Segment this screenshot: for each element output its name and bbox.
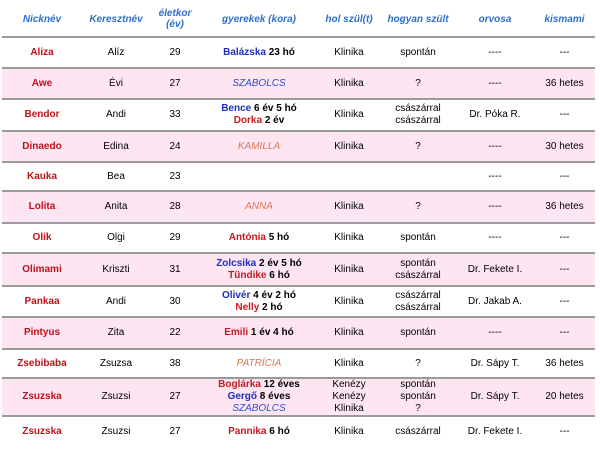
cell-birth-method	[380, 99, 456, 131]
cell-nickname: Olik	[2, 223, 82, 253]
cell-nickname: Pintyus	[2, 317, 82, 349]
cell-children	[200, 131, 318, 162]
birth-place-entry: Klinika	[334, 46, 364, 58]
birth-method-entry: spontán	[400, 232, 436, 243]
child-entry	[201, 103, 317, 115]
cell-children	[200, 349, 318, 378]
cell-nickname: Pankaa	[2, 286, 82, 317]
birth-place-entry: Klinika	[334, 357, 364, 369]
birth-place-entry: Klinika	[334, 140, 364, 152]
cell-children	[200, 37, 318, 68]
cell-doctor: ----	[456, 131, 534, 162]
cell-nickname: Zsebibaba	[2, 349, 82, 378]
cell-birth-place	[318, 349, 380, 378]
table-row	[2, 286, 595, 317]
header-birth-method: hogyan szült	[380, 2, 456, 37]
cell-age: 27	[150, 378, 200, 416]
child-entry	[201, 232, 317, 244]
cell-first-name: Kriszti	[82, 253, 150, 286]
birth-method-entry: spontán	[400, 379, 436, 390]
table-row	[2, 317, 595, 349]
birth-place-entry: Kenézy	[332, 391, 366, 402]
cell-birth-method	[380, 191, 456, 223]
header-age: életkor (év)	[150, 2, 200, 37]
header-children: gyerekek (kora)	[200, 2, 318, 37]
birth-place-entry: Kenézy	[332, 379, 366, 390]
child-name: PATRÍCIA	[236, 357, 282, 369]
cell-children	[200, 191, 318, 223]
cell-nickname: Lolita	[2, 191, 82, 223]
child-entry	[201, 426, 317, 438]
birth-place-entry: Klinika	[334, 327, 364, 338]
birth-method-entry: császárral	[395, 425, 441, 437]
cell-age: 30	[150, 286, 200, 317]
cell-birth-place	[318, 131, 380, 162]
child-name: ANNA	[245, 201, 273, 212]
table-row	[2, 349, 595, 378]
cell-age: 38	[150, 349, 200, 378]
cell-birth-method	[380, 253, 456, 286]
cell-age: 27	[150, 416, 200, 446]
birth-method-entry: ?	[415, 201, 421, 212]
cell-pregnant: 36 hetes	[534, 68, 595, 99]
cell-birth-place	[318, 416, 380, 446]
cell-first-name: Zsuzsi	[82, 378, 150, 416]
birth-method-entry: ?	[415, 403, 421, 414]
cell-first-name: Zsuzsa	[82, 349, 150, 378]
birth-place-entry: Klinika	[334, 232, 364, 243]
birth-method-entry: ?	[415, 140, 421, 152]
child-name: Nelly	[235, 301, 260, 313]
child-name: Zolcsika	[216, 257, 257, 269]
cell-birth-place	[318, 37, 380, 68]
cell-birth-place	[318, 317, 380, 349]
cell-pregnant: ---	[534, 37, 595, 68]
cell-age: 31	[150, 253, 200, 286]
table-row	[2, 68, 595, 99]
child-name: Tündike	[228, 269, 267, 281]
child-entry	[201, 115, 317, 127]
cell-doctor: Dr. Sápy T.	[456, 349, 534, 378]
child-age: 2 év 5 hó	[256, 257, 302, 269]
child-name: SZABOLCS	[232, 403, 286, 414]
birth-method-entry: császárral	[395, 115, 441, 126]
cell-nickname: Awe	[2, 68, 82, 99]
birth-method-entry: császárral	[395, 289, 441, 301]
table-row	[2, 37, 595, 68]
child-age: 12 éves	[260, 379, 300, 390]
child-name: Emili	[224, 327, 249, 338]
cell-pregnant: ---	[534, 416, 595, 446]
cell-first-name: Zsuzsi	[82, 416, 150, 446]
child-name: Dorka	[233, 115, 263, 126]
cell-children	[200, 378, 318, 416]
birth-method-entry: császárral	[395, 103, 441, 114]
cell-age: 23	[150, 162, 200, 191]
cell-first-name: Bea	[82, 162, 150, 191]
cell-pregnant: 36 hetes	[534, 191, 595, 223]
cell-birth-place	[318, 253, 380, 286]
child-name: Balázska	[223, 46, 266, 58]
cell-age: 24	[150, 131, 200, 162]
cell-doctor: ----	[456, 191, 534, 223]
child-entry	[201, 258, 317, 270]
child-entry	[201, 201, 317, 213]
birth-method-entry: ?	[415, 357, 421, 369]
child-age: 2 hó	[259, 301, 283, 313]
birth-method-entry: spontán	[400, 257, 436, 269]
cell-children	[200, 68, 318, 99]
child-entry	[201, 47, 317, 59]
table-row	[2, 191, 595, 223]
cell-birth-method	[380, 286, 456, 317]
table-row	[2, 223, 595, 253]
cell-age: 33	[150, 99, 200, 131]
cell-children	[200, 99, 318, 131]
child-age: 5 hó	[265, 232, 290, 243]
cell-doctor: Dr. Fekete I.	[456, 253, 534, 286]
header-nickname: Nicknév	[2, 2, 82, 37]
child-entry	[201, 327, 317, 339]
cell-birth-method	[380, 223, 456, 253]
table-row	[2, 162, 595, 191]
cell-pregnant: ---	[534, 162, 595, 191]
cell-birth-method	[380, 317, 456, 349]
child-name: Bence	[221, 103, 252, 114]
cell-first-name: Alíz	[82, 37, 150, 68]
birth-method-entry: spontán	[400, 327, 436, 338]
cell-pregnant: ---	[534, 99, 595, 131]
child-age: 23 hó	[265, 46, 295, 58]
birth-place-entry: Klinika	[334, 109, 364, 120]
child-name: SZABOLCS	[232, 77, 286, 89]
cell-first-name: Andi	[82, 286, 150, 317]
table-row	[2, 416, 595, 446]
cell-age: 29	[150, 223, 200, 253]
cell-birth-place	[318, 286, 380, 317]
table-row	[2, 99, 595, 131]
cell-first-name: Zita	[82, 317, 150, 349]
cell-birth-method	[380, 416, 456, 446]
cell-doctor: ----	[456, 223, 534, 253]
child-name: Gergő	[227, 391, 258, 402]
cell-pregnant: 36 hetes	[534, 349, 595, 378]
child-name: Boglárka	[218, 379, 261, 390]
cell-age: 22	[150, 317, 200, 349]
cell-first-name: Olgi	[82, 223, 150, 253]
cell-birth-place	[318, 223, 380, 253]
cell-pregnant: 20 hetes	[534, 378, 595, 416]
cell-birth-place	[318, 99, 380, 131]
child-entry	[201, 270, 317, 282]
cell-children	[200, 223, 318, 253]
child-entry	[201, 391, 317, 403]
cell-nickname: Dinaedo	[2, 131, 82, 162]
header-first-name: Keresztnév	[82, 2, 150, 37]
cell-pregnant: ---	[534, 286, 595, 317]
cell-first-name: Anita	[82, 191, 150, 223]
cell-doctor: ----	[456, 68, 534, 99]
cell-birth-method	[380, 37, 456, 68]
birth-method-entry: császárral	[395, 269, 441, 281]
cell-birth-method	[380, 349, 456, 378]
cell-children	[200, 162, 318, 191]
cell-children	[200, 416, 318, 446]
cell-doctor: ----	[456, 162, 534, 191]
cell-birth-place	[318, 191, 380, 223]
cell-nickname: Bendor	[2, 99, 82, 131]
child-age: 6 hó	[266, 269, 290, 281]
cell-first-name: Évi	[82, 68, 150, 99]
child-entry	[201, 290, 317, 302]
child-age: 4 év 2 hó	[250, 289, 296, 301]
child-entry	[201, 403, 317, 415]
header-doctor: orvosa	[456, 2, 534, 37]
cell-nickname: Kauka	[2, 162, 82, 191]
birth-method-entry: ?	[415, 77, 421, 89]
birth-place-entry: Klinika	[334, 201, 364, 212]
cell-birth-place	[318, 68, 380, 99]
header-pregnant: kismami	[534, 2, 595, 37]
birth-method-entry: spontán	[400, 391, 436, 402]
table-header-row	[2, 2, 595, 37]
child-name: Antónia	[228, 232, 266, 243]
child-entry	[201, 78, 317, 90]
table-row	[2, 131, 595, 162]
header-birth-place: hol szül(t)	[318, 2, 380, 37]
cell-nickname: Zsuzska	[2, 378, 82, 416]
birth-place-entry: Klinika	[334, 263, 364, 275]
cell-birth-method	[380, 131, 456, 162]
cell-children	[200, 253, 318, 286]
child-age: 6 hó	[266, 425, 290, 437]
child-name: Olivér	[222, 289, 251, 301]
table-row	[2, 253, 595, 286]
cell-age: 28	[150, 191, 200, 223]
cell-doctor: Dr. Sápy T.	[456, 378, 534, 416]
cell-age: 29	[150, 37, 200, 68]
cell-birth-place	[318, 162, 380, 191]
birth-place-entry: Klinika	[334, 295, 364, 307]
birth-method-entry: császárral	[395, 301, 441, 313]
child-name: Pannika	[228, 425, 267, 437]
cell-birth-method	[380, 68, 456, 99]
cell-birth-method	[380, 378, 456, 416]
child-age: 2 év	[262, 115, 285, 126]
cell-children	[200, 317, 318, 349]
mothers-table	[2, 2, 595, 446]
cell-first-name: Andi	[82, 99, 150, 131]
cell-pregnant: ---	[534, 253, 595, 286]
cell-age: 27	[150, 68, 200, 99]
child-entry	[201, 141, 317, 153]
child-age: 1 év 4 hó	[248, 327, 294, 338]
cell-nickname: Aliza	[2, 37, 82, 68]
cell-birth-method	[380, 162, 456, 191]
child-age: 8 éves	[257, 391, 291, 402]
cell-doctor: Dr. Jakab A.	[456, 286, 534, 317]
cell-pregnant: ---	[534, 317, 595, 349]
cell-doctor: ----	[456, 317, 534, 349]
cell-birth-place	[318, 378, 380, 416]
child-entry	[201, 302, 317, 314]
table-body	[2, 37, 595, 446]
table-row	[2, 378, 595, 416]
cell-nickname: Olimami	[2, 253, 82, 286]
birth-place-entry: Klinika	[334, 403, 364, 414]
cell-first-name: Edina	[82, 131, 150, 162]
birth-method-entry: spontán	[400, 46, 436, 58]
cell-doctor: ----	[456, 37, 534, 68]
child-entry	[201, 358, 317, 370]
cell-pregnant: 30 hetes	[534, 131, 595, 162]
birth-place-entry: Klinika	[334, 425, 364, 437]
cell-children	[200, 286, 318, 317]
birth-place-entry: Klinika	[334, 77, 364, 89]
cell-pregnant: ---	[534, 223, 595, 253]
cell-doctor: Dr. Póka R.	[456, 99, 534, 131]
cell-doctor: Dr. Fekete I.	[456, 416, 534, 446]
child-age: 6 év 5 hó	[251, 103, 297, 114]
child-name: KAMILLA	[237, 140, 281, 152]
cell-nickname: Zsuzska	[2, 416, 82, 446]
child-entry	[201, 379, 317, 391]
